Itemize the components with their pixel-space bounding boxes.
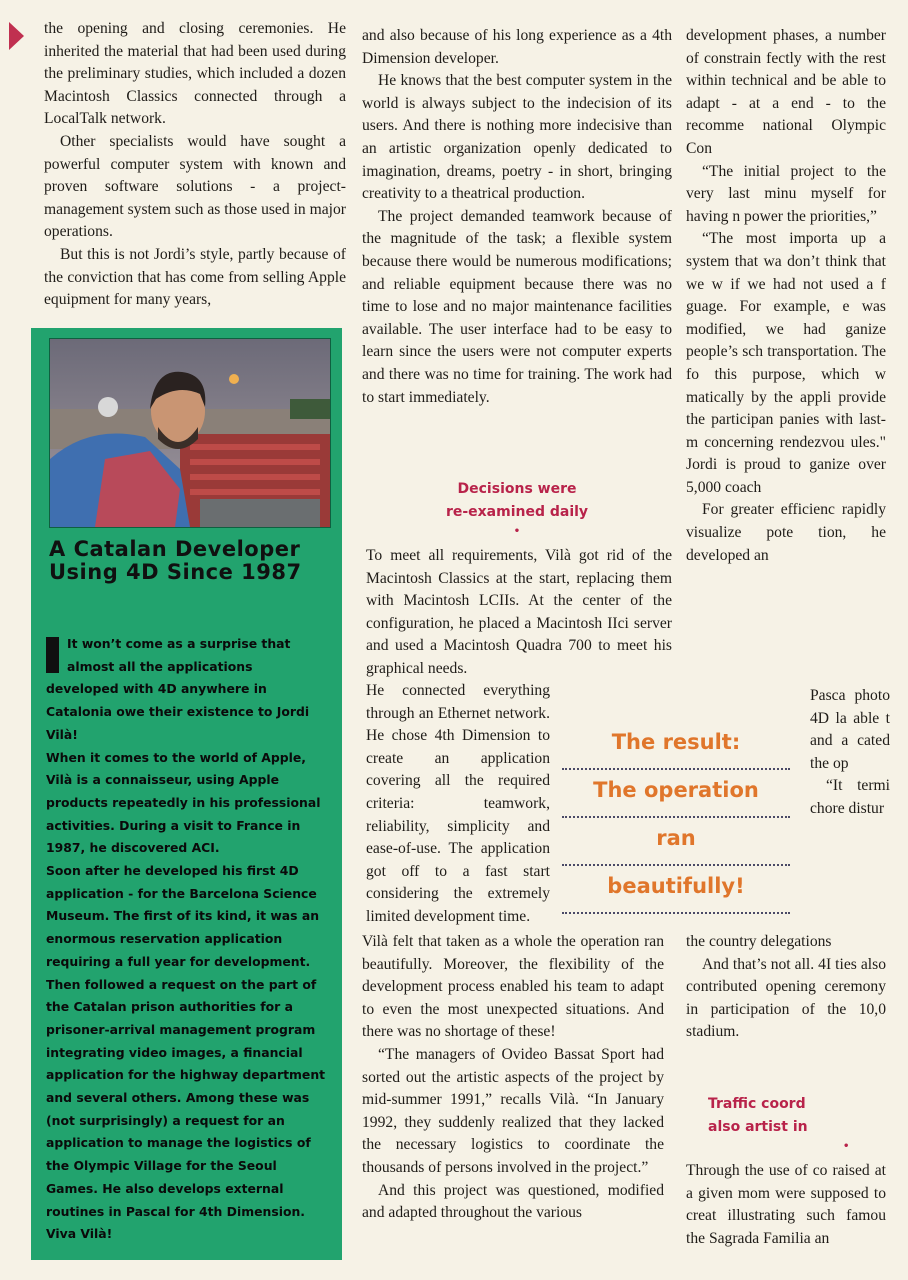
paragraph: “It termi chore distur <box>810 777 890 817</box>
page-marker-triangle <box>9 22 24 50</box>
portrait-photo <box>49 338 331 528</box>
pull-quote-line: The result: <box>562 722 790 770</box>
article-column-3-clip <box>686 25 890 1280</box>
paragraph: To meet all requirements, Vilà got rid of the Macintosh Classics at the start, replacing them with Macintosh LCIIs. At the center of the configuration, he placed a Macintosh IIci server and used a Macintosh Quadra 700 to meet his graphical needs. <box>366 547 672 677</box>
heading-bullet: • <box>843 1141 850 1152</box>
paragraph: development phases, a number of constrain fectly with the rest within technical and be able to adapt - at a end - to the recomme national Olympic Con <box>686 27 886 157</box>
paragraph: He knows that the best computer system in the world is always subject to the indecision of its users. And there is nothing more indecisive than an artistic organization openly dedicated to imagination, dreams, poetry - in short, bringing creativity to a theatrical production. <box>362 72 672 203</box>
heading-line: Decisions were <box>457 481 577 497</box>
paragraph: Pasca photo 4D la able t and a cated the op <box>810 687 890 772</box>
heading-line: re-examined daily <box>445 504 589 520</box>
section-heading <box>362 478 672 540</box>
article-column-1 <box>44 18 346 312</box>
pull-quote-line: The operation <box>562 770 790 818</box>
paragraph: Through the use of co raised at a given mom were supposed to creat illustrating such famou the Sagrada Familia an <box>686 1162 886 1247</box>
paragraph: He connected everything through an Ethernet network. He chose 4th Dimension to create an application covering all the required criteria: teamwork, reliability, simplicity and ease-of-use. The application got off to a fast start considering the extremely limited development time. <box>366 682 550 925</box>
article-column-2c <box>366 680 550 929</box>
paragraph: “The initial project to the very last minu myself for having n power the priorities,” <box>686 162 886 225</box>
paragraph: And this project was questioned, modified and adapted throughout the various <box>362 1181 664 1222</box>
article-column-2d <box>362 931 664 1225</box>
paragraph: “The managers of Ovideo Bassat Sport had sorted out the artistic aspects of the project by mid-summer 1991,” recalls Vilà. “In January 1992, they suddenly realized that they lacked the necessary logistics to coordinate the thousands of persons involved in the project.” <box>362 1045 664 1176</box>
sidebar-paragraph: When it comes to the world of Apple, Vilà is a connaisseur, using Apple products repeatedly in his professional activities. During a visit to France in 1987, he discovered ACI. <box>46 749 321 856</box>
paragraph: For greater efficienc rapidly visualize pote tion, he developed an <box>686 501 886 564</box>
paragraph: Vilà felt that taken as a whole the operation ran beautifully. Moreover, the flexibility of the development process enabled his team to adapt to even the most unexpected situations. And there was no shortage of these! <box>362 933 664 1041</box>
paragraph: the country delegations <box>686 933 832 950</box>
article-column-3 <box>686 25 886 567</box>
sidebar-title: A Catalan Developer Using 4D Since 1987 <box>49 537 302 584</box>
article-column-3c <box>686 931 886 1044</box>
heading-line: Traffic coord <box>708 1096 806 1112</box>
pull-quote-line: ran <box>562 818 790 866</box>
paragraph: But this is not Jordi’s style, partly because of the conviction that has come from selling Apple equipment for many years, <box>44 245 346 309</box>
paragraph: And that’s not all. 4I ties also contributed opening ceremony in participation of the 10,0 stadium. <box>686 955 886 1041</box>
article-column-2 <box>362 25 672 409</box>
paragraph: the opening and closing ceremonies. He inherited the material that had been used during the preliminary studies, which included a dozen Macintosh Classics connected through a LocalTalk network. <box>44 20 346 128</box>
article-column-2b <box>366 545 672 681</box>
article-column-3b <box>810 685 890 821</box>
drop-cap <box>46 637 59 673</box>
section-heading <box>708 1093 908 1155</box>
heading-line: also artist in <box>708 1119 808 1135</box>
heading-bullet: • <box>513 526 521 537</box>
paragraph: Other specialists would have sought a powerful computer system with known and proven software solutions - a project-management system such as those used in major operations. <box>44 132 346 241</box>
sidebar-paragraph: It won’t come as a surprise that almost all the applications developed with 4D anywhere in Catalonia owe their existence to Jordi Vilà! <box>46 636 310 742</box>
paragraph: and also because of his long experience as a 4th Dimension developer. <box>362 27 672 67</box>
article-column-3d <box>686 1160 886 1250</box>
sidebar-body <box>46 633 328 1246</box>
sidebar-box <box>31 328 342 1260</box>
sidebar-paragraph: Soon after he developed his first 4D application - for the Barcelona Science Museum. The first of its kind, it was an enormous reservation application requiring a full year for development. Then followed a request on the part of the Catalan prison authorities for a prisoner-arrival management program integrating video images, a financial application for the highway department and several others. Among these was (not surprisingly) a request for an application to manage the logistics of the Olympic Village for the Seoul Games. He also develops external routines in Pascal for 4th Dimension. Viva Vilà! <box>46 863 326 1242</box>
pull-quote-line: beautifully! <box>562 866 790 914</box>
paragraph: The project demanded teamwork because of the magnitude of the task; a flexible system because there would be numerous modifications; and reliable equipment because there was no time to lose and no major maintenance facilities available. The user interface had to be easy to learn since the users were not computer experts and there was no time for training. The work had to start immediately. <box>362 207 672 406</box>
paragraph: “The most importa up a system that wa don’t think that we w if we had not used a f guage. For example, e was modified, we had ganize people’s sch transportation. The fo this purpose, which w matically by the appli provide the participan panies with last-m concerning rendezvou ules." Jordi is proud to ganize over 5,000 coach <box>686 230 886 496</box>
